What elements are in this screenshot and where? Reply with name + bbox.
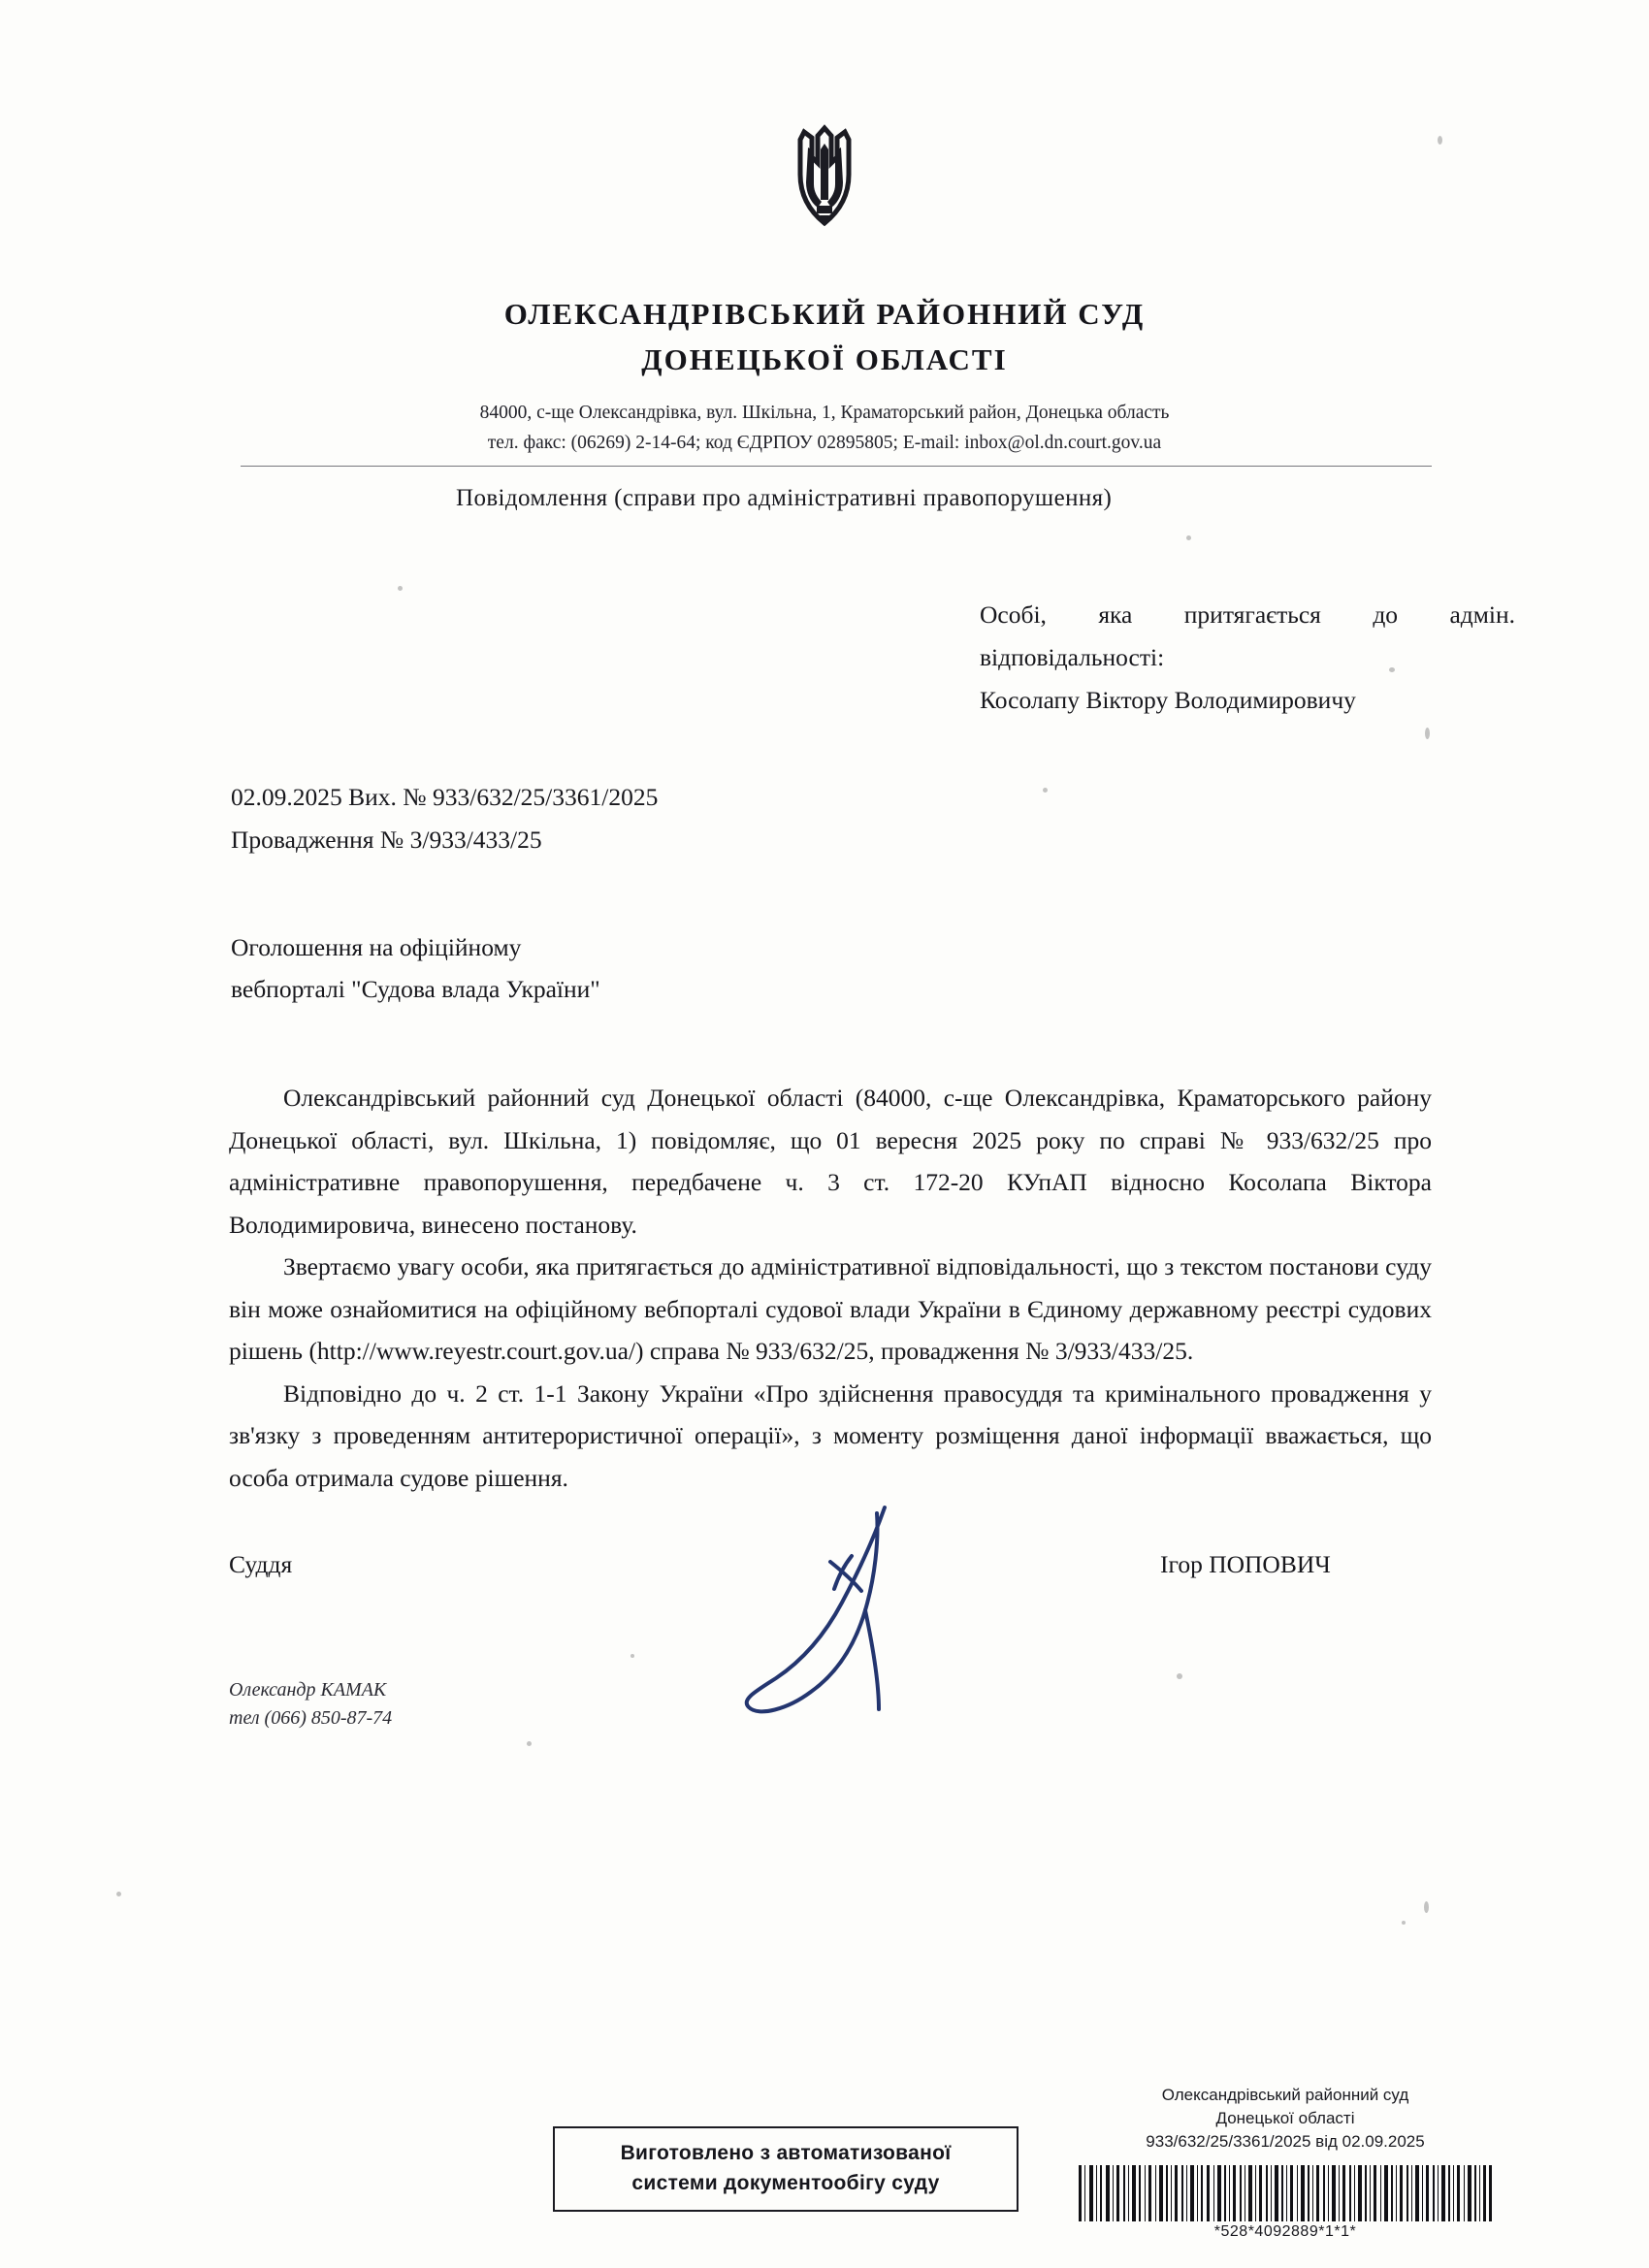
announcement-line1: Оголошення на офіційному xyxy=(231,933,522,961)
ukraine-trident-emblem xyxy=(0,124,1649,255)
scan-speckle xyxy=(1425,728,1430,739)
scan-speckle xyxy=(1424,1901,1429,1913)
court-title-line1: ОЛЕКСАНДРІВСЬКИЙ РАЙОННИЙ СУД xyxy=(503,297,1146,331)
scan-speckle xyxy=(116,1892,121,1896)
addressee-block xyxy=(980,594,1523,722)
body-paragraph-3: Відповідно до ч. 2 ст. 1-1 Закону України «Про здійснення правосуддя та кримінального провадження у зв'язку з проведенням антитерористичної операції», з моменту розміщення даної інформації вважається, що особа отримала судове рішення. xyxy=(229,1378,1432,1492)
footer-court-line1: Олександрівський районний суд xyxy=(1161,2086,1409,2104)
scan-speckle xyxy=(527,1741,532,1746)
outgoing-number: 02.09.2025 Вих. № 933/632/25/3361/2025 xyxy=(231,783,659,811)
scan-speckle xyxy=(398,586,403,591)
announcement-label xyxy=(231,926,600,1010)
scan-speckle xyxy=(1402,1921,1406,1925)
court-address-line1: 84000, с-ще Олександрівка, вул. Шкільна, 1, Краматорський район, Донецька область xyxy=(479,403,1170,423)
barcode-image xyxy=(1077,2165,1494,2221)
announcement-line2: вебпорталі "Судова влада України" xyxy=(231,975,600,1003)
stamp-line-1: Виготовлено з автоматизованої xyxy=(620,2142,952,2164)
footer-court-block xyxy=(1057,2084,1513,2154)
header-divider xyxy=(241,466,1432,467)
footer-doc-ref: 933/632/25/3361/2025 від 02.09.2025 xyxy=(1146,2132,1425,2151)
body-paragraph-2: Звертаємо увагу особи, яка притягається до адміністративної відповідальності, що з текстом постанови суду він може ознайомитися на офіційному вебпорталі судової влади України в Єдиному державному реєстрі судових рішень (http://www.reyestr.court.gov.ua/) справа № 933/632/25, провадження № 3/933/433/25. xyxy=(229,1252,1432,1365)
executor-phone: тел (066) 850-87-74 xyxy=(229,1707,393,1729)
proceeding-number: Провадження № 3/933/433/25 xyxy=(231,826,542,854)
barcode-block xyxy=(1057,2165,1513,2241)
addressee-line3: Косолапу Віктору Володимировичу xyxy=(980,686,1356,714)
body-paragraph-1: Олександрівський районний суд Донецької області (84000, с-ще Олександрівка, Краматорського району Донецької області, вул. Шкільна, 1) повідомляє, що 01 вересня 2025 року по справі № 933/632/25 про адміністративне правопорушення, передбачене ч. 3 ст. 172-20 КУпАП відносно Косолапа Віктора Володимировича, винесено постанову. xyxy=(229,1084,1432,1239)
judge-name: Ігор ПОПОВИЧ xyxy=(1160,1550,1331,1578)
scan-speckle xyxy=(1186,535,1191,540)
court-title xyxy=(0,291,1649,382)
notice-kind: Повідомлення (справи про адміністративні правопорушення) xyxy=(456,485,1113,511)
addressee-line2: відповідальності: xyxy=(980,643,1165,671)
handwritten-signature xyxy=(737,1502,999,1744)
executor-block xyxy=(229,1676,392,1733)
executor-name: Олександр КАМАК xyxy=(229,1679,387,1701)
stamp-line-2: системи документообігу суду xyxy=(631,2172,940,2194)
scan-speckle xyxy=(1043,788,1048,793)
automated-system-stamp xyxy=(553,2126,1018,2212)
footer-court-line2: Донецької області xyxy=(1215,2109,1355,2127)
document-body xyxy=(229,1077,1432,1499)
signature-role: Суддя xyxy=(229,1550,293,1578)
reference-block xyxy=(231,776,658,861)
scan-speckle xyxy=(630,1654,634,1658)
barcode-text: *528*4092889*1*1* xyxy=(1213,2223,1357,2240)
addressee-line1: Особі, яка притягається до адмін. xyxy=(980,600,1515,629)
scan-speckle xyxy=(1177,1673,1182,1679)
court-title-line2: ДОНЕЦЬКОЇ ОБЛАСТІ xyxy=(641,342,1008,376)
court-address-line2: тел. факс: (06269) 2-14-64; код ЄДРПОУ 02895805; E-mail: inbox@ol.dn.court.gov.ua xyxy=(487,433,1162,453)
court-address xyxy=(0,398,1649,458)
